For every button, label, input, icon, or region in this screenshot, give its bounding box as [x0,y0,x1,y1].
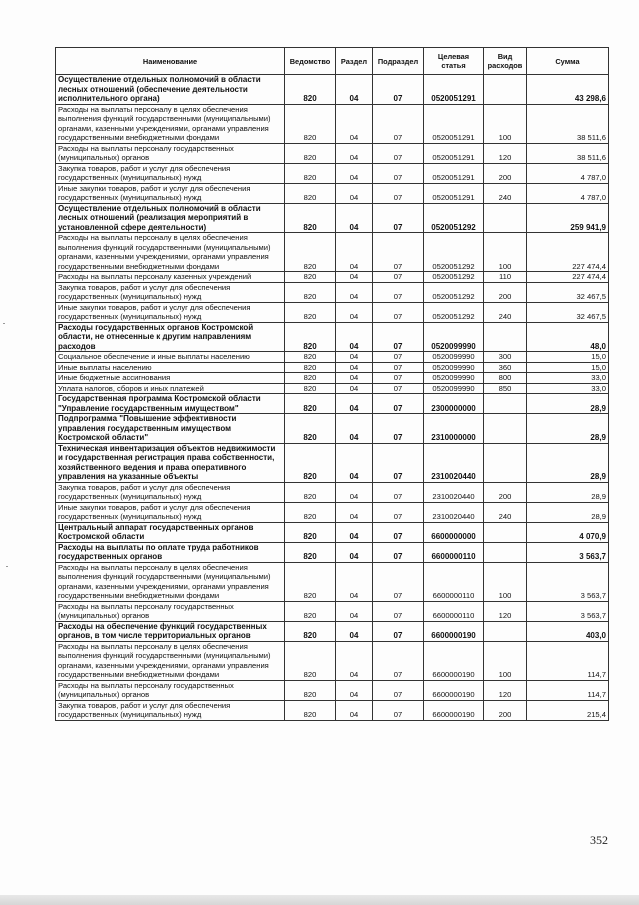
cell-exp-type [484,443,527,482]
cell-target: 0520051292 [424,233,484,272]
cell-exp-type: 240 [484,183,527,203]
cell-section: 04 [336,352,373,363]
cell-name: Расходы на выплаты персоналу казенных учреждений [56,272,285,283]
cell-section: 04 [336,302,373,322]
cell-target: 6600000190 [424,621,484,641]
cell-subsection: 07 [373,482,424,502]
cell-subsection: 07 [373,163,424,183]
cell-name: Расходы на выплаты персоналу в целях обеспечения выполнения функций государственными (муниципальными) органами, казенными учреждениями, органами управления государственными внебюджетными фондами [56,104,285,143]
cell-target: 2310000000 [424,414,484,444]
cell-dept: 820 [285,394,336,414]
cell-dept: 820 [285,601,336,621]
header-sum: Сумма [527,48,609,75]
scan-edge [0,895,639,905]
cell-exp-type [484,522,527,542]
cell-name: Закупка товаров, работ и услуг для обеспечения государственных (муниципальных) нужд [56,700,285,720]
cell-sum: 403,0 [527,621,609,641]
cell-name: Иные выплаты населению [56,362,285,373]
header-section: Раздел [336,48,373,75]
table-row [56,362,609,373]
cell-dept: 820 [285,542,336,562]
cell-sum: 3 563,7 [527,542,609,562]
cell-section: 04 [336,414,373,444]
cell-sum: 259 941,9 [527,203,609,233]
cell-section: 04 [336,394,373,414]
cell-section: 04 [336,104,373,143]
cell-target: 2310020440 [424,502,484,522]
cell-exp-type: 120 [484,601,527,621]
table-row [56,373,609,384]
table-row [56,183,609,203]
cell-dept: 820 [285,282,336,302]
table-row [56,104,609,143]
cell-name: Расходы на обеспечение функций государственных органов, в том числе территориальных органов [56,621,285,641]
table-row [56,302,609,322]
header-exp-type: Вид расходов [484,48,527,75]
table-row [56,352,609,363]
cell-section: 04 [336,373,373,384]
cell-exp-type: 200 [484,482,527,502]
cell-exp-type: 200 [484,163,527,183]
cell-target: 0520051292 [424,203,484,233]
cell-section: 04 [336,621,373,641]
cell-subsection: 07 [373,183,424,203]
cell-dept: 820 [285,233,336,272]
cell-dept: 820 [285,700,336,720]
cell-section: 04 [336,163,373,183]
cell-subsection: 07 [373,542,424,562]
cell-sum: 32 467,5 [527,282,609,302]
table-row [56,562,609,601]
cell-exp-type: 850 [484,383,527,394]
cell-exp-type: 240 [484,502,527,522]
cell-target: 0520099990 [424,383,484,394]
cell-target: 6600000190 [424,641,484,680]
cell-subsection: 07 [373,352,424,363]
cell-exp-type: 100 [484,104,527,143]
cell-subsection: 07 [373,700,424,720]
cell-name: Расходы на выплаты персоналу государственных (муниципальных) органов [56,680,285,700]
cell-section: 04 [336,601,373,621]
scan-mark [6,566,8,567]
cell-sum: 43 298,6 [527,75,609,105]
cell-name: Иные закупки товаров, работ и услуг для обеспечения государственных (муниципальных) нужд [56,183,285,203]
cell-section: 04 [336,362,373,373]
cell-target: 2310020440 [424,482,484,502]
header-subsection: Подраздел [373,48,424,75]
cell-section: 04 [336,522,373,542]
cell-target: 2310020440 [424,443,484,482]
cell-exp-type: 100 [484,641,527,680]
cell-subsection: 07 [373,203,424,233]
cell-subsection: 07 [373,443,424,482]
cell-dept: 820 [285,373,336,384]
cell-exp-type [484,203,527,233]
cell-target: 6600000000 [424,522,484,542]
cell-exp-type: 240 [484,302,527,322]
cell-exp-type [484,322,527,352]
table-header-row [56,48,609,75]
cell-sum: 38 511,6 [527,143,609,163]
cell-target: 6600000190 [424,700,484,720]
table-row [56,394,609,414]
cell-name: Уплата налогов, сборов и иных платежей [56,383,285,394]
cell-name: Расходы на выплаты персоналу в целях обеспечения выполнения функций государственными (муниципальными) органами, казенными учреждениями, органами управления государственными внебюджетными фондами [56,233,285,272]
cell-section: 04 [336,233,373,272]
cell-name: Расходы на выплаты персоналу в целях обеспечения выполнения функций государственными (муниципальными) органами, казенными учреждениями, органами управления государственными внебюджетными фондами [56,562,285,601]
cell-section: 04 [336,203,373,233]
cell-subsection: 07 [373,621,424,641]
cell-name: Иные закупки товаров, работ и услуг для обеспечения государственных (муниципальных) нужд [56,502,285,522]
cell-sum: 114,7 [527,680,609,700]
cell-sum: 28,9 [527,482,609,502]
cell-name: Социальное обеспечение и иные выплаты населению [56,352,285,363]
cell-exp-type [484,394,527,414]
table-row [56,542,609,562]
cell-section: 04 [336,272,373,283]
cell-name: Подпрограмма "Повышение эффективности управления государственным имуществом Костромской области" [56,414,285,444]
table-row [56,443,609,482]
cell-sum: 3 563,7 [527,601,609,621]
cell-subsection: 07 [373,143,424,163]
cell-sum: 38 511,6 [527,104,609,143]
cell-target: 0520051291 [424,104,484,143]
header-name: Наименование [56,48,285,75]
cell-exp-type: 110 [484,272,527,283]
table-row [56,203,609,233]
cell-exp-type: 200 [484,282,527,302]
table-row [56,75,609,105]
table-row [56,522,609,542]
cell-subsection: 07 [373,362,424,373]
cell-name: Закупка товаров, работ и услуг для обеспечения государственных (муниципальных) нужд [56,163,285,183]
table-body [56,75,609,721]
cell-target: 2300000000 [424,394,484,414]
cell-name: Закупка товаров, работ и услуг для обеспечения государственных (муниципальных) нужд [56,482,285,502]
cell-name: Расходы на выплаты персоналу государственных (муниципальных) органов [56,601,285,621]
cell-target: 0520051291 [424,183,484,203]
table-row [56,383,609,394]
cell-subsection: 07 [373,233,424,272]
table-row [56,621,609,641]
cell-section: 04 [336,282,373,302]
cell-section: 04 [336,482,373,502]
table-row [56,163,609,183]
cell-sum: 3 563,7 [527,562,609,601]
cell-target: 0520051291 [424,163,484,183]
cell-dept: 820 [285,352,336,363]
cell-target: 6600000110 [424,562,484,601]
cell-exp-type [484,75,527,105]
cell-sum: 4 787,0 [527,163,609,183]
cell-subsection: 07 [373,641,424,680]
cell-subsection: 07 [373,414,424,444]
cell-sum: 28,9 [527,414,609,444]
cell-sum: 32 467,5 [527,302,609,322]
cell-name: Расходы государственных органов Костромской области, не отнесенные к другим направлениям расходов [56,322,285,352]
table-row [56,233,609,272]
cell-subsection: 07 [373,502,424,522]
table-row [56,641,609,680]
cell-section: 04 [336,443,373,482]
cell-dept: 820 [285,562,336,601]
cell-target: 6600000190 [424,680,484,700]
cell-target: 0520099990 [424,373,484,384]
cell-dept: 820 [285,272,336,283]
cell-section: 04 [336,383,373,394]
cell-dept: 820 [285,383,336,394]
cell-sum: 33,0 [527,383,609,394]
cell-dept: 820 [285,362,336,373]
cell-name: Иные закупки товаров, работ и услуг для обеспечения государственных (муниципальных) нужд [56,302,285,322]
cell-sum: 15,0 [527,352,609,363]
table-row [56,414,609,444]
budget-table [55,47,609,721]
table-row [56,282,609,302]
cell-subsection: 07 [373,302,424,322]
cell-exp-type: 200 [484,700,527,720]
cell-target: 0520051292 [424,302,484,322]
cell-subsection: 07 [373,272,424,283]
cell-section: 04 [336,75,373,105]
cell-section: 04 [336,641,373,680]
cell-subsection: 07 [373,383,424,394]
cell-dept: 820 [285,302,336,322]
cell-exp-type: 100 [484,562,527,601]
cell-dept: 820 [285,621,336,641]
cell-name: Расходы на выплаты персоналу в целях обеспечения выполнения функций государственными (муниципальными) органами, казенными учреждениями, органами управления государственными внебюджетными фондами [56,641,285,680]
table-row [56,502,609,522]
cell-target: 0520099990 [424,322,484,352]
cell-target: 6600000110 [424,542,484,562]
table-row [56,272,609,283]
cell-target: 0520099990 [424,362,484,373]
cell-dept: 820 [285,414,336,444]
cell-sum: 4 070,9 [527,522,609,542]
cell-name: Государственная программа Костромской области "Управление государственным имуществом" [56,394,285,414]
cell-dept: 820 [285,443,336,482]
cell-dept: 820 [285,163,336,183]
cell-dept: 820 [285,641,336,680]
cell-dept: 820 [285,482,336,502]
cell-dept: 820 [285,502,336,522]
cell-name: Расходы на выплаты персоналу государственных (муниципальных) органов [56,143,285,163]
cell-name: Расходы на выплаты по оплате труда работников государственных органов [56,542,285,562]
scan-mark [3,323,5,324]
cell-subsection: 07 [373,522,424,542]
cell-target: 0520051292 [424,282,484,302]
cell-name: Иные бюджетные ассигнования [56,373,285,384]
cell-sum: 15,0 [527,362,609,373]
cell-target: 0520051292 [424,272,484,283]
cell-name: Закупка товаров, работ и услуг для обеспечения государственных (муниципальных) нужд [56,282,285,302]
table-row [56,482,609,502]
cell-subsection: 07 [373,601,424,621]
cell-sum: 28,9 [527,443,609,482]
cell-subsection: 07 [373,75,424,105]
cell-subsection: 07 [373,394,424,414]
cell-section: 04 [336,143,373,163]
cell-exp-type [484,542,527,562]
header-dept: Ведомство [285,48,336,75]
cell-sum: 48,0 [527,322,609,352]
cell-exp-type [484,621,527,641]
cell-section: 04 [336,680,373,700]
cell-section: 04 [336,700,373,720]
cell-target: 0520099990 [424,352,484,363]
table-row [56,601,609,621]
cell-sum: 227 474,4 [527,272,609,283]
cell-sum: 33,0 [527,373,609,384]
cell-exp-type: 120 [484,680,527,700]
cell-dept: 820 [285,322,336,352]
cell-section: 04 [336,542,373,562]
cell-subsection: 07 [373,562,424,601]
cell-target: 6600000110 [424,601,484,621]
cell-section: 04 [336,502,373,522]
cell-exp-type: 300 [484,352,527,363]
cell-exp-type: 120 [484,143,527,163]
cell-dept: 820 [285,104,336,143]
cell-section: 04 [336,562,373,601]
cell-dept: 820 [285,183,336,203]
cell-target: 0520051291 [424,143,484,163]
cell-dept: 820 [285,680,336,700]
cell-dept: 820 [285,203,336,233]
cell-subsection: 07 [373,104,424,143]
cell-dept: 820 [285,143,336,163]
cell-subsection: 07 [373,282,424,302]
cell-name: Осуществление отдельных полномочий в области лесных отношений (обеспечение деятельности исполнительного органа) [56,75,285,105]
cell-sum: 114,7 [527,641,609,680]
table-row [56,700,609,720]
table-row [56,143,609,163]
cell-exp-type: 360 [484,362,527,373]
cell-exp-type: 100 [484,233,527,272]
table-row [56,680,609,700]
cell-section: 04 [336,183,373,203]
cell-sum: 28,9 [527,502,609,522]
cell-name: Техническая инвентаризация объектов недвижимости и государственная регистрация права собственности, хозяйственного ведения и права оперативного управления на указанные объекты [56,443,285,482]
cell-section: 04 [336,322,373,352]
cell-sum: 227 474,4 [527,233,609,272]
cell-dept: 820 [285,522,336,542]
cell-sum: 215,4 [527,700,609,720]
cell-sum: 28,9 [527,394,609,414]
cell-dept: 820 [285,75,336,105]
page-number: 352 [590,833,608,847]
cell-subsection: 07 [373,373,424,384]
cell-target: 0520051291 [424,75,484,105]
cell-name: Центральный аппарат государственных органов Костромской области [56,522,285,542]
cell-subsection: 07 [373,322,424,352]
cell-exp-type: 800 [484,373,527,384]
cell-subsection: 07 [373,680,424,700]
header-target: Целевая статья [424,48,484,75]
cell-sum: 4 787,0 [527,183,609,203]
cell-exp-type [484,414,527,444]
cell-name: Осуществление отдельных полномочий в области лесных отношений (реализация мероприятий в установленной сфере деятельности) [56,203,285,233]
table-row [56,322,609,352]
